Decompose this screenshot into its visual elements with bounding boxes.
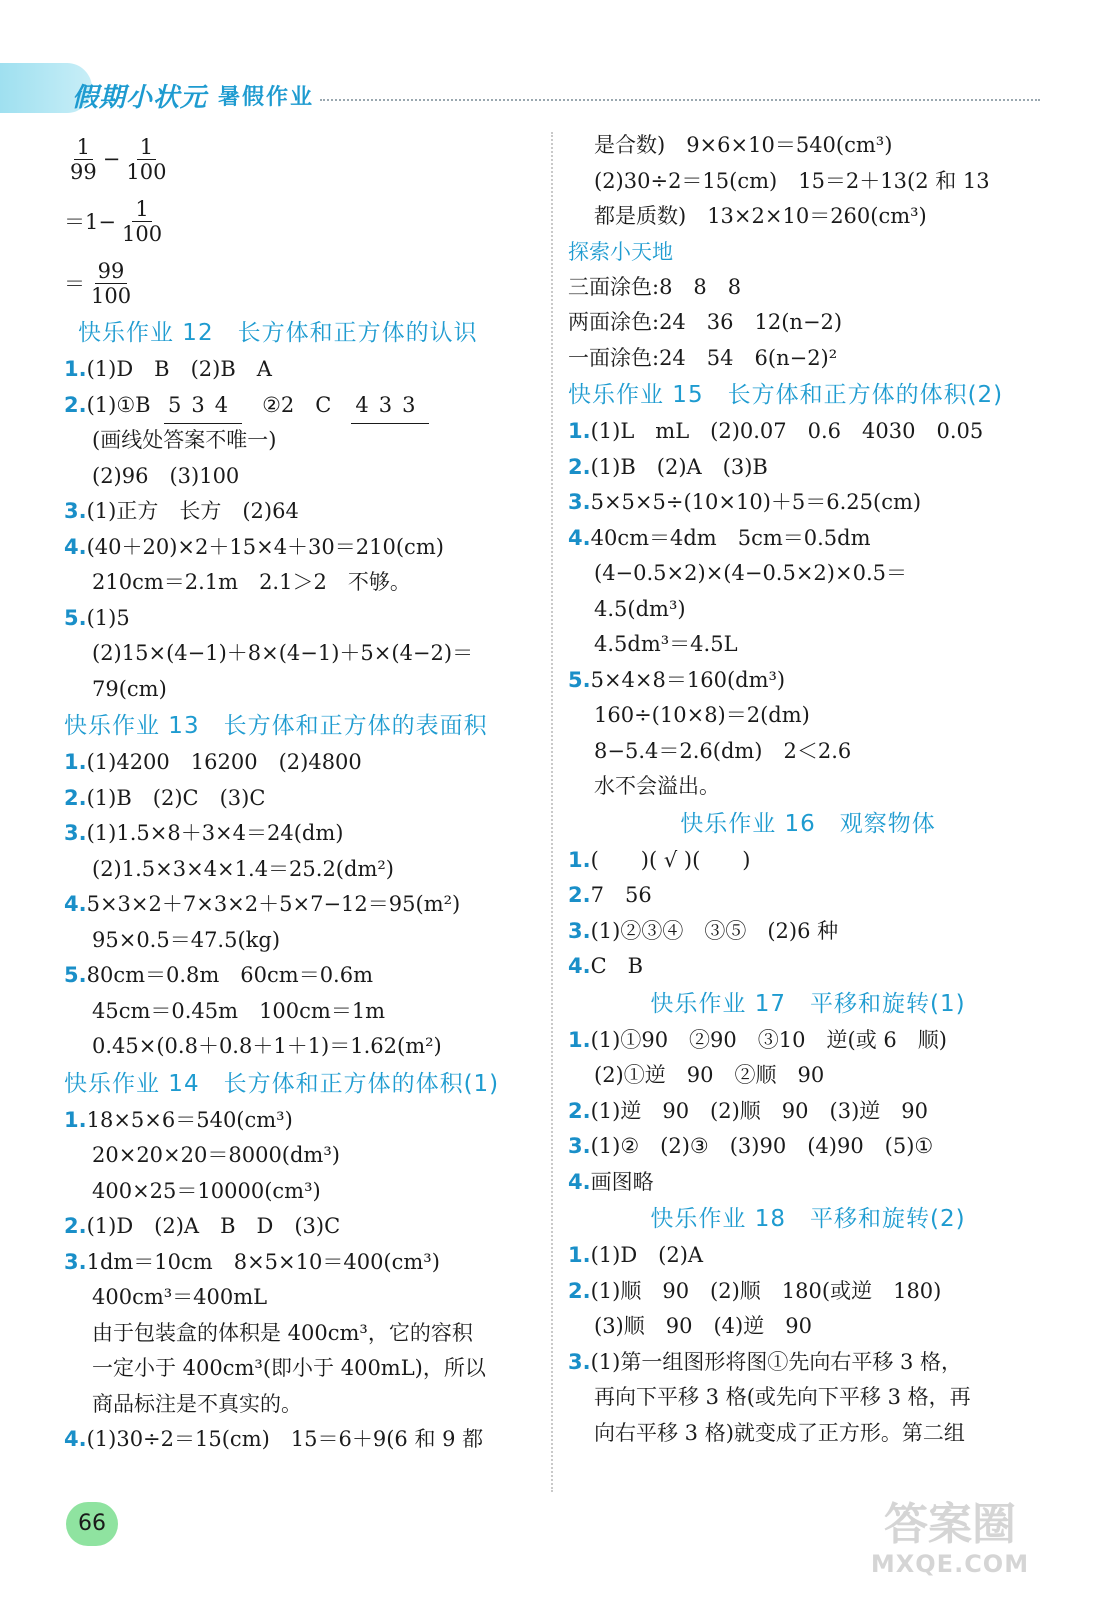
answer-line: (3)顺 90 (4)逆 90: [594, 1314, 812, 1338]
answer-line: [64, 1422, 534, 1458]
answer-line: 一定小于 400cm³(即小于 400mL)，所以: [92, 1356, 486, 1380]
question-number: 1.: [568, 1027, 591, 1052]
explore-title: 探索小天地: [568, 239, 673, 264]
header-title: 暑假作业: [218, 85, 315, 110]
fraction-line-3: [64, 252, 534, 314]
answer-line: (画线处答案不唯一): [92, 428, 277, 452]
answer-line: [64, 781, 534, 817]
expression-prefix: ＝: [64, 272, 85, 296]
answer-line: 是合数) 9×6×10＝540(cm³): [594, 133, 893, 157]
answer-line: [568, 1023, 1048, 1059]
answer-text: 18×5×6＝540(cm³): [86, 1107, 293, 1132]
page-number: 66: [66, 1502, 118, 1546]
answer-text: (1)①90 ②90 ③10 逆(或 6 顺): [590, 1027, 947, 1052]
question-number: 2.: [568, 1278, 591, 1303]
answer-line: [568, 450, 1048, 486]
question-number: 2.: [64, 785, 87, 810]
answer-text: C B: [590, 954, 644, 978]
answer-line: (4−0.5×2)×(4−0.5×2)×0.5＝: [594, 561, 907, 585]
answer-line: [64, 958, 534, 994]
question-number: 3.: [64, 821, 87, 845]
answer-line: [64, 601, 534, 637]
answer-line: [64, 388, 534, 424]
question-number: 3.: [64, 499, 87, 523]
underlined-answer: 433: [351, 388, 429, 425]
answer-line: 两面涂色:24 36 12(n−2): [568, 310, 843, 334]
answer-line: [568, 1238, 1048, 1274]
answer-line: 400×25＝10000(cm³): [92, 1178, 321, 1203]
answer-text: (1)正方 长方 (2)64: [86, 499, 299, 523]
answer-line: [64, 745, 534, 781]
question-number: 4.: [64, 1427, 87, 1451]
answer-text: (1)①B: [86, 392, 151, 417]
question-number: 4.: [64, 534, 87, 559]
answer-line: 商品标注是不真实的。: [92, 1391, 302, 1416]
header-dotted-rule: [320, 99, 1040, 101]
answer-text: (1)1.5×8＋3×4＝24(dm): [86, 821, 344, 845]
denominator: 100: [91, 283, 132, 308]
answer-line: [568, 521, 1048, 557]
answer-text: 1dm＝10cm 8×5×10＝400(cm³): [86, 1249, 440, 1274]
answer-line: [568, 1165, 1048, 1201]
answer-line: [64, 1103, 534, 1139]
answer-text: (1)② (2)③ (3)90 (4)90 (5)①: [590, 1134, 934, 1158]
answer-line: [568, 1094, 1048, 1130]
answer-line: [64, 887, 534, 923]
denominator: 99: [70, 159, 97, 184]
answer-text: 5×5×5÷(10×10)＋5＝6.25(cm): [590, 490, 922, 514]
answer-line: (2)①逆 90 ②顺 90: [594, 1063, 825, 1087]
question-number: 1.: [64, 750, 87, 774]
fraction-line-1: [64, 128, 534, 190]
answer-line: 都是质数) 13×2×10＝260(cm³): [594, 204, 927, 228]
answer-line: (2)15×(4−1)＋8×(4−1)＋5×(4−2)＝: [92, 641, 474, 665]
section-title-18: 快乐作业 18 平移和旋转(2): [650, 1206, 966, 1232]
answer-text: (1)D (2)A B D (3)C: [86, 1214, 341, 1238]
denominator: 100: [126, 159, 167, 184]
answer-line: 0.45×(0.8＋0.8＋1＋1)＝1.62(m²): [92, 1034, 442, 1058]
answer-text: ②2 C: [262, 392, 332, 417]
answer-text: (1)D B (2)B A: [86, 357, 272, 381]
question-number: 1.: [568, 847, 591, 872]
answer-text: (1)5: [86, 605, 130, 630]
underlined-answer: 534: [164, 388, 242, 425]
watermark-logo: [840, 1488, 1060, 1596]
answer-text: (1)4200 16200 (2)4800: [86, 750, 362, 774]
fraction: [88, 259, 134, 308]
answer-line: 水不会溢出。: [594, 774, 720, 798]
question-number: 4.: [64, 892, 87, 916]
answer-line: 8−5.4＝2.6(dm) 2＜2.6: [594, 738, 852, 763]
fraction-line-2: [64, 190, 534, 252]
question-number: 1.: [64, 1107, 87, 1132]
answer-line: [568, 1129, 1048, 1165]
question-number: 5.: [568, 667, 591, 692]
answer-line: [568, 843, 1048, 879]
answer-text: (1)第一组图形将图①先向右平移 3 格，: [590, 1349, 963, 1374]
section-title-16: 快乐作业 16 观察物体: [680, 810, 936, 837]
section-title-13: 快乐作业 13 长方体和正方体的表面积: [64, 713, 488, 739]
question-number: 1.: [568, 1243, 591, 1267]
answer-line: (2)30÷2＝15(cm) 15＝2＋13(2 和 13: [594, 168, 990, 193]
answer-line: [64, 530, 534, 566]
answer-line: [64, 1209, 534, 1245]
answer-text: 80cm＝0.8m 60cm＝0.6m: [86, 963, 374, 987]
answer-line: [568, 663, 1048, 699]
denominator: 100: [121, 221, 163, 246]
answer-text: 5×4×8＝160(dm³): [590, 667, 786, 692]
operator: −: [102, 147, 121, 171]
answer-line: [64, 494, 534, 530]
answer-text: (1)②③④ ③⑤ (2)6 种: [590, 918, 839, 943]
answer-text: (1)L mL (2)0.07 0.6 4030 0.05: [590, 419, 984, 443]
answer-line: 400cm³＝400mL: [92, 1285, 268, 1309]
question-number: 5.: [64, 963, 87, 987]
question-number: 5.: [64, 605, 87, 630]
answer-line: 向右平移 3 格)就变成了正方形。第二组: [594, 1420, 965, 1445]
question-number: 3.: [568, 1349, 591, 1374]
answer-line: 210cm＝2.1m 2.1＞2 不够。: [92, 570, 411, 594]
question-number: 3.: [64, 1249, 87, 1274]
answer-line: 4.5(dm³): [594, 596, 686, 621]
left-column: [64, 128, 534, 1458]
answer-text: (1)B (2)A (3)B: [590, 454, 768, 479]
answer-line: 再向下平移 3 格(或先向下平移 3 格，再: [594, 1385, 971, 1409]
numerator: 99: [95, 259, 128, 284]
answer-line: [64, 352, 534, 388]
watermark-url: MXQE.COM: [870, 1550, 1030, 1578]
question-number: 3.: [568, 490, 591, 514]
question-number: 2.: [64, 392, 87, 417]
answer-text: ( )( √ )( ): [590, 847, 751, 872]
answer-line: 160÷(10×8)＝2(dm): [594, 703, 810, 727]
section-title-14: 快乐作业 14 长方体和正方体的体积(1): [64, 1070, 500, 1097]
section-title-17: 快乐作业 17 平移和旋转(1): [650, 990, 966, 1017]
answer-line: 45cm＝0.45m 100cm＝1m: [92, 998, 386, 1023]
answer-line: [568, 1345, 1048, 1381]
question-number: 4.: [568, 1169, 591, 1194]
answer-line: [64, 816, 534, 852]
answer-line: [568, 949, 1048, 985]
answer-text: (1)30÷2＝15(cm) 15＝6＋9(6 和 9 都: [86, 1427, 484, 1451]
question-number: 1.: [568, 419, 591, 443]
answer-line: 一面涂色:24 54 6(n−2)²: [568, 345, 838, 370]
question-number: 2.: [568, 883, 591, 907]
numerator: 1: [137, 135, 156, 160]
answer-line: [568, 485, 1048, 521]
answer-line: [568, 878, 1048, 914]
answer-text: (40＋20)×2＋15×4＋30＝210(cm): [86, 534, 444, 559]
numerator: 1: [74, 135, 93, 160]
answer-line: 4.5dm³＝4.5L: [594, 632, 738, 656]
answer-text: 画图略: [590, 1169, 654, 1194]
brand-logo: 假期小状元: [72, 83, 208, 113]
answer-line: [568, 914, 1048, 950]
answer-text: 7 56: [590, 883, 652, 907]
fraction: [123, 135, 169, 184]
expression-prefix: ＝1−: [64, 210, 116, 234]
answer-text: (1)逆 90 (2)顺 90 (3)逆 90: [590, 1098, 928, 1123]
question-number: 4.: [568, 954, 591, 978]
answer-text: 40cm＝4dm 5cm＝0.5dm: [590, 525, 871, 550]
answer-text: (1)B (2)C (3)C: [86, 785, 266, 810]
answer-line: 由于包装盒的体积是 400cm³，它的容积: [92, 1320, 473, 1345]
question-number: 1.: [64, 357, 87, 381]
section-title-15: 快乐作业 15 长方体和正方体的体积(2): [568, 382, 1004, 408]
answer-text: 5×3×2＋7×3×2＋5×7−12＝95(m²): [86, 892, 461, 916]
answer-line: [568, 414, 1048, 450]
answer-line: 79(cm): [92, 676, 167, 701]
question-number: 3.: [568, 918, 591, 943]
column-divider: [551, 132, 553, 1492]
answer-line: [64, 1245, 534, 1281]
answer-line: (2)1.5×3×4×1.4＝25.2(dm²): [92, 856, 394, 881]
answer-line: (2)96 (3)100: [92, 463, 240, 488]
question-number: 2.: [64, 1214, 87, 1238]
question-number: 2.: [568, 1098, 591, 1123]
question-number: 3.: [568, 1134, 591, 1158]
fraction: [119, 197, 165, 246]
watermark-title: 答案圈: [884, 1499, 1016, 1550]
right-column: [568, 128, 1048, 1451]
section-title-12: 快乐作业 12 长方体和正方体的认识: [78, 320, 478, 346]
answer-line: 三面涂色:8 8 8: [568, 274, 742, 299]
fraction: [67, 135, 100, 184]
page-header: [0, 55, 1093, 115]
answer-text: (1)D (2)A: [590, 1243, 704, 1267]
answer-text: (1)顺 90 (2)顺 180(或逆 180): [590, 1278, 942, 1303]
question-number: 4.: [568, 525, 591, 550]
answer-line: 95×0.5＝47.5(kg): [92, 927, 281, 952]
question-number: 2.: [568, 454, 591, 479]
numerator: 1: [132, 197, 151, 222]
answer-line: [568, 1274, 1048, 1310]
answer-line: 20×20×20＝8000(dm³): [92, 1143, 340, 1167]
